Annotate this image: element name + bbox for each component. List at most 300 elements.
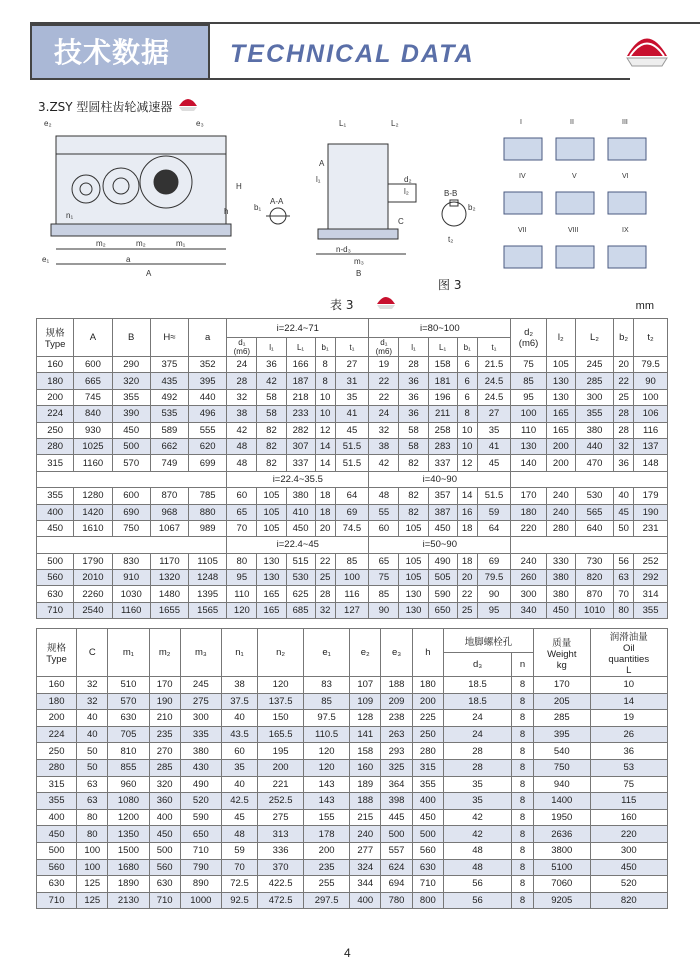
table-cell: 180 — [412, 677, 443, 694]
table-cell: 1000 — [180, 892, 221, 909]
header-weight: 质量 Weight kg — [534, 629, 590, 677]
ratio-group1: i=22.4~35.5 — [227, 471, 369, 487]
table-cell: 19 — [369, 357, 399, 373]
table-cell: 472.5 — [258, 892, 304, 909]
table-cell: 165 — [257, 586, 286, 602]
table-cell: 749 — [150, 455, 188, 471]
table-cell: 150 — [258, 710, 304, 727]
table-cell: 450 — [546, 602, 575, 618]
svg-text:A: A — [319, 159, 325, 168]
table-cell: 1025 — [74, 438, 112, 454]
figure-caption: 图 3 — [438, 278, 462, 292]
table-cell: 35 — [443, 793, 511, 810]
svg-text:b₂: b₂ — [468, 203, 476, 212]
table-cell: 170 — [534, 677, 590, 694]
table-cell: 100 — [77, 842, 108, 859]
table-cell: 188 — [381, 677, 412, 694]
table-cell: 189 — [350, 776, 381, 793]
table-cell: 160 — [350, 759, 381, 776]
table-cell: 8 — [457, 406, 477, 422]
table-cell: 48 — [443, 859, 511, 876]
table-cell: 790 — [180, 859, 221, 876]
table-cell: 8 — [512, 743, 534, 760]
table-cell: 165 — [257, 602, 286, 618]
table-cell: 370 — [258, 859, 304, 876]
section-a-a — [254, 197, 290, 224]
table-cell: 60 — [369, 520, 399, 536]
table-cell: 400 — [37, 504, 74, 520]
table-cell: 90 — [369, 602, 399, 618]
table-cell: 1160 — [112, 602, 150, 618]
table-cell: 58 — [399, 422, 428, 438]
svg-text:II: II — [570, 119, 574, 126]
table-cell: 8 — [315, 373, 335, 389]
table-cell: 32 — [227, 389, 257, 405]
table3 — [36, 318, 668, 619]
table-cell: 165 — [546, 406, 575, 422]
table-cell: 19 — [590, 710, 668, 727]
table-cell: 9205 — [534, 892, 590, 909]
table-cell: 297.5 — [304, 892, 350, 909]
table-cell: 22 — [457, 586, 477, 602]
table-cell: 450 — [590, 859, 668, 876]
table-cell: 337 — [428, 455, 457, 471]
table-cell: 82 — [399, 455, 428, 471]
table-cell: 710 — [149, 892, 180, 909]
table-cell: 699 — [189, 455, 227, 471]
svg-text:m₂: m₂ — [96, 239, 106, 248]
table-cell: 160 — [590, 809, 668, 826]
table-cell: 165 — [546, 422, 575, 438]
table-cell: 685 — [286, 602, 315, 618]
table-cell: 59 — [477, 504, 511, 520]
table-cell: 375 — [150, 357, 188, 373]
table-cell: 18 — [457, 520, 477, 536]
table-cell: 1680 — [108, 859, 149, 876]
table-cell: 106 — [634, 406, 668, 422]
table-cell: 36 — [399, 389, 428, 405]
table-cell: 60 — [227, 488, 257, 504]
table-cell: 42.5 — [221, 793, 257, 810]
table-cell: 1080 — [108, 793, 149, 810]
table-cell: 24.5 — [477, 373, 511, 389]
table-cell: 10 — [315, 406, 335, 422]
table-cell: 400 — [149, 809, 180, 826]
table-cell: 31 — [335, 373, 369, 389]
table-cell: 600 — [74, 357, 112, 373]
svg-text:V: V — [572, 173, 577, 180]
table-cell: 95 — [227, 570, 257, 586]
table3-caption: 表 3 — [330, 298, 354, 312]
table-cell: 355 — [634, 602, 668, 618]
table-cell: 260 — [511, 570, 546, 586]
table-cell: 450 — [112, 422, 150, 438]
table-cell: 325 — [381, 759, 412, 776]
table-cell: 2636 — [534, 826, 590, 843]
table-cell: 18.5 — [443, 693, 511, 710]
table-cell: 280 — [412, 743, 443, 760]
table-cell: 80 — [77, 809, 108, 826]
table-cell: 1480 — [150, 586, 188, 602]
table-cell: 520 — [180, 793, 221, 810]
header-sub: L₁ — [286, 338, 315, 357]
table-cell: 26 — [590, 726, 668, 743]
table-cell: 41 — [477, 438, 511, 454]
table-cell: 187 — [286, 373, 315, 389]
table-row — [37, 389, 668, 405]
table-cell: 710 — [37, 602, 74, 618]
table-cell: 42 — [257, 373, 286, 389]
header-a-small: a — [189, 319, 227, 357]
table-cell: 65 — [227, 504, 257, 520]
table-cell: 650 — [428, 602, 457, 618]
table-cell: 85 — [335, 553, 369, 569]
svg-text:VI: VI — [622, 173, 629, 180]
table-cell: 360 — [149, 793, 180, 810]
table-cell: 105 — [257, 488, 286, 504]
table-cell: 500 — [412, 826, 443, 843]
table-cell: 28 — [614, 422, 634, 438]
header-l2: l₂ — [546, 319, 575, 357]
svg-text:n₁: n₁ — [66, 211, 74, 220]
table-cell: 51.5 — [335, 438, 369, 454]
table-cell: 48 — [443, 842, 511, 859]
table-cell: 115 — [590, 793, 668, 810]
table-cell: 82 — [399, 504, 428, 520]
table-row — [37, 693, 668, 710]
table-row — [37, 776, 668, 793]
table-cell: 36 — [399, 373, 428, 389]
table-cell: 12 — [457, 455, 477, 471]
table-cell: 520 — [590, 876, 668, 893]
table-cell: 75 — [511, 357, 546, 373]
table-cell: 337 — [286, 455, 315, 471]
table-cell: 120 — [304, 743, 350, 760]
table-cell: 82 — [257, 455, 286, 471]
table-cell: 224 — [37, 726, 77, 743]
svg-text:e₂: e₂ — [44, 119, 52, 128]
table-cell: 20 — [457, 570, 477, 586]
company-logo-icon — [622, 26, 672, 72]
table-cell: 38 — [369, 438, 399, 454]
table-cell: 2010 — [74, 570, 112, 586]
table-row — [37, 602, 668, 618]
table-cell: 490 — [428, 553, 457, 569]
table-cell: 90 — [634, 373, 668, 389]
table-cell: 50 — [77, 759, 108, 776]
table-row — [37, 586, 668, 602]
table-cell: 35 — [335, 389, 369, 405]
table-cell: 200 — [304, 842, 350, 859]
table-cell: 252 — [634, 553, 668, 569]
table-cell: 74.5 — [335, 520, 369, 536]
table-cell: 85 — [511, 373, 546, 389]
table-cell: 22 — [369, 389, 399, 405]
header-cell: n₂ — [258, 629, 304, 677]
table-cell: 130 — [399, 602, 428, 618]
table-cell: 130 — [257, 553, 286, 569]
header-b: B — [112, 319, 150, 357]
svg-text:I: I — [520, 119, 522, 126]
table-cell: 83 — [304, 677, 350, 694]
table-cell: 450 — [286, 520, 315, 536]
svg-text:l₁: l₁ — [316, 175, 321, 184]
table-cell: 625 — [286, 586, 315, 602]
table-cell: 18 — [315, 488, 335, 504]
table-cell: 710 — [37, 892, 77, 909]
table-cell: 1280 — [74, 488, 112, 504]
table-cell: 116 — [634, 422, 668, 438]
table-cell: 220 — [590, 826, 668, 843]
table-cell: 79.5 — [477, 570, 511, 586]
table-row — [37, 892, 668, 909]
svg-text:A-A: A-A — [270, 197, 284, 206]
table-cell: 190 — [634, 504, 668, 520]
table-cell: 75 — [590, 776, 668, 793]
table-cell: 40 — [221, 710, 257, 727]
table-cell: 200 — [37, 389, 74, 405]
table-cell: 989 — [189, 520, 227, 536]
table-cell: 470 — [575, 455, 613, 471]
table-cell: 14 — [590, 693, 668, 710]
table-cell: 313 — [258, 826, 304, 843]
header-L2: L₂ — [575, 319, 613, 357]
table-row — [37, 809, 668, 826]
table-cell: 2540 — [74, 602, 112, 618]
table-cell: 50 — [614, 520, 634, 536]
table-cell: 250 — [37, 422, 74, 438]
table-cell: 490 — [180, 776, 221, 793]
table-cell: 211 — [428, 406, 457, 422]
table-cell: 380 — [575, 422, 613, 438]
svg-text:VIII: VIII — [568, 227, 579, 234]
ratio-group2: i=50~90 — [369, 537, 511, 553]
table-cell: 240 — [350, 826, 381, 843]
table-cell: 400 — [37, 809, 77, 826]
svg-text:e₃: e₃ — [196, 119, 204, 128]
table-cell: 280 — [37, 438, 74, 454]
svg-text:n-d₃: n-d₃ — [336, 245, 351, 254]
table-cell: 100 — [511, 406, 546, 422]
table-cell: 32 — [614, 438, 634, 454]
table-cell: 188 — [350, 793, 381, 810]
table-cell: 290 — [112, 357, 150, 373]
table-cell: 41 — [335, 406, 369, 422]
table-cell: 258 — [428, 422, 457, 438]
table-cell: 56 — [614, 553, 634, 569]
table-cell: 560 — [37, 859, 77, 876]
table-cell: 14 — [457, 488, 477, 504]
table-cell: 120 — [227, 602, 257, 618]
table-cell: 930 — [74, 422, 112, 438]
table-cell: 100 — [77, 859, 108, 876]
table-cell: 10 — [315, 389, 335, 405]
header-sub: d₃ — [443, 653, 511, 677]
table-cell: 8 — [512, 677, 534, 694]
table-row — [37, 455, 668, 471]
table-cell: 179 — [634, 488, 668, 504]
table-cell: 165.5 — [258, 726, 304, 743]
table-cell: 400 — [350, 892, 381, 909]
table-cell: 200 — [546, 455, 575, 471]
svg-text:VII: VII — [518, 227, 527, 234]
table-cell: 557 — [381, 842, 412, 859]
table-cell: 27 — [477, 406, 511, 422]
table-cell: 70 — [221, 859, 257, 876]
table-cell: 38 — [221, 677, 257, 694]
table-cell: 79.5 — [634, 357, 668, 373]
table-cell: 6 — [457, 373, 477, 389]
table-cell: 830 — [112, 553, 150, 569]
table-row — [37, 759, 668, 776]
table-cell: 395 — [189, 373, 227, 389]
table-cell: 710 — [412, 876, 443, 893]
svg-text:t₂: t₂ — [448, 235, 454, 244]
table-cell: 2260 — [74, 586, 112, 602]
table-cell: 275 — [180, 693, 221, 710]
table-row — [37, 570, 668, 586]
table-cell: 300 — [180, 710, 221, 727]
table-cell: 160 — [37, 677, 77, 694]
svg-text:h: h — [224, 207, 229, 216]
table-cell: 555 — [189, 422, 227, 438]
table-cell: 630 — [37, 876, 77, 893]
table-cell: 28 — [227, 373, 257, 389]
table-cell: 63 — [77, 776, 108, 793]
table-cell: 8 — [512, 809, 534, 826]
table-cell: 85 — [369, 586, 399, 602]
table-cell: 620 — [189, 438, 227, 454]
table-cell: 155 — [304, 809, 350, 826]
table-cell: 105 — [399, 553, 428, 569]
table-cell: 515 — [286, 553, 315, 569]
table-cell: 45 — [614, 504, 634, 520]
table4-header-row — [37, 629, 668, 653]
table-cell: 320 — [149, 776, 180, 793]
table-cell: 235 — [304, 859, 350, 876]
table-row — [37, 677, 668, 694]
table-cell: 492 — [150, 389, 188, 405]
table-cell: 82 — [257, 422, 286, 438]
blank-cell — [511, 537, 668, 553]
table-cell: 530 — [575, 488, 613, 504]
table-cell: 705 — [108, 726, 149, 743]
table-cell: 40 — [77, 726, 108, 743]
table-cell: 38 — [227, 406, 257, 422]
table-row — [37, 859, 668, 876]
table-cell: 8 — [512, 859, 534, 876]
header-cell: m₁ — [108, 629, 149, 677]
table-cell: 224 — [37, 406, 74, 422]
table-cell: 785 — [189, 488, 227, 504]
table-cell: 120 — [258, 677, 304, 694]
table-cell: 315 — [412, 759, 443, 776]
table-cell: 320 — [112, 373, 150, 389]
table-cell: 42 — [443, 809, 511, 826]
svg-text:H: H — [236, 182, 242, 191]
table-cell: 540 — [534, 743, 590, 760]
table-cell: 35 — [477, 422, 511, 438]
table-cell: 22 — [369, 373, 399, 389]
table-cell: 178 — [304, 826, 350, 843]
table-cell: 2130 — [108, 892, 149, 909]
ratio-group-row — [37, 471, 668, 487]
table-cell: 18.5 — [443, 677, 511, 694]
table-cell: 1010 — [575, 602, 613, 618]
table-cell: 314 — [634, 586, 668, 602]
table-cell: 1200 — [108, 809, 149, 826]
header-d2: d₂ (m6) — [511, 319, 546, 357]
header-t2: t₂ — [634, 319, 668, 357]
table3-logo-icon — [376, 292, 396, 310]
ratio-group-row — [37, 537, 668, 553]
table-cell: 20 — [614, 357, 634, 373]
table-cell: 37.5 — [221, 693, 257, 710]
table-cell: 263 — [381, 726, 412, 743]
table-cell: 72.5 — [221, 876, 257, 893]
table-cell: 205 — [534, 693, 590, 710]
table-cell: 24 — [443, 710, 511, 727]
svg-text:m₂: m₂ — [136, 239, 146, 248]
table-cell: 143 — [304, 776, 350, 793]
table-row — [37, 876, 668, 893]
table-cell: 445 — [381, 809, 412, 826]
table-cell: 233 — [286, 406, 315, 422]
table-cell: 780 — [381, 892, 412, 909]
table-cell: 640 — [575, 520, 613, 536]
table-cell: 505 — [428, 570, 457, 586]
table-cell: 240 — [546, 488, 575, 504]
table-cell: 130 — [399, 586, 428, 602]
table-cell: 293 — [381, 743, 412, 760]
unit-label: mm — [635, 300, 654, 312]
table-cell: 292 — [634, 570, 668, 586]
table-cell: 40 — [221, 776, 257, 793]
table-cell: 307 — [286, 438, 315, 454]
svg-text:C: C — [398, 217, 404, 226]
table-cell: 45 — [477, 455, 511, 471]
table-cell: 1610 — [74, 520, 112, 536]
header-sub: t₁ — [477, 338, 511, 357]
table-cell: 275 — [258, 809, 304, 826]
table-cell: 1420 — [74, 504, 112, 520]
table-cell: 82 — [399, 488, 428, 504]
svg-text:d₂: d₂ — [404, 175, 412, 184]
header-cell: e₁ — [304, 629, 350, 677]
table-cell: 324 — [350, 859, 381, 876]
table-cell: 1067 — [150, 520, 188, 536]
table-row — [37, 842, 668, 859]
table-cell: 21.5 — [477, 357, 511, 373]
table-cell: 158 — [428, 357, 457, 373]
table-cell: 218 — [286, 389, 315, 405]
table-cell: 355 — [112, 389, 150, 405]
table-cell: 496 — [189, 406, 227, 422]
table-cell: 8 — [512, 776, 534, 793]
table-cell: 58 — [257, 389, 286, 405]
table-cell: 140 — [511, 455, 546, 471]
table-cell: 255 — [304, 876, 350, 893]
table-cell: 8 — [512, 842, 534, 859]
header-sub: l₁ — [399, 338, 428, 357]
table-cell: 42 — [369, 455, 399, 471]
table-cell: 22 — [315, 553, 335, 569]
table-cell: 64 — [477, 520, 511, 536]
table-cell: 105 — [257, 504, 286, 520]
table-cell: 1950 — [534, 809, 590, 826]
table-cell: 25 — [614, 389, 634, 405]
table-cell: 209 — [381, 693, 412, 710]
